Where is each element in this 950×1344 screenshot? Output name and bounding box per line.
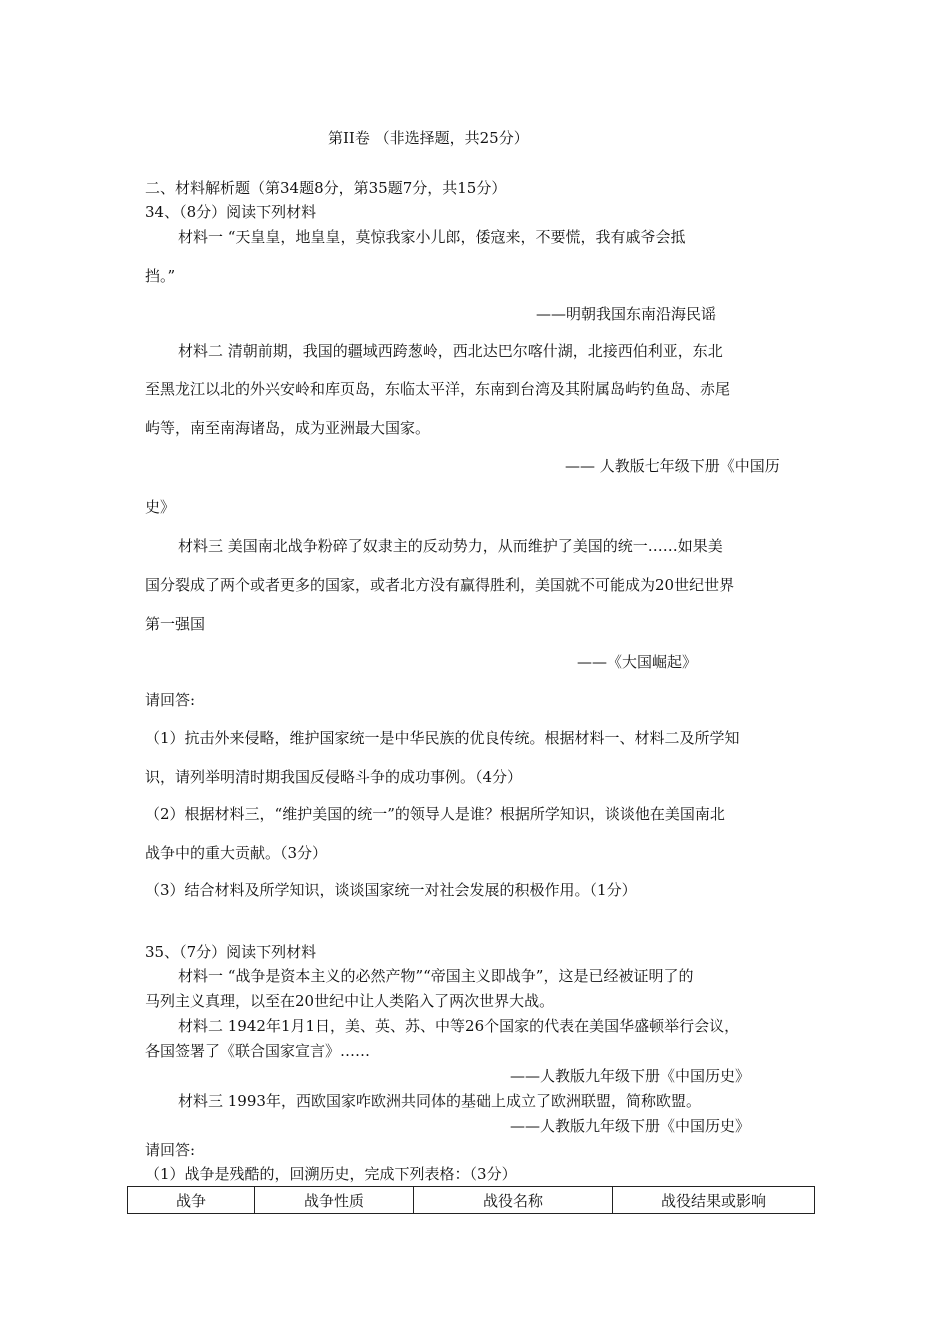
q35-material1-line1: 材料一 “战争是资本主义的必然产物”“帝国主义即战争”，这是已经被证明了的 — [178, 967, 694, 985]
q34-heading: 34、（8分）阅读下列材料 — [145, 203, 317, 221]
q35-material2-source: ——人教版九年级下册《中国历史》 — [510, 1067, 751, 1085]
q35-material3-line1: 材料三 1993年，西欧国家咋欧洲共同体的基础上成立了欧洲联盟，简称欧盟。 — [178, 1092, 701, 1110]
q34-material2-line1: 材料二 清朝前期，我国的疆域西跨葱岭，西北达巴尔喀什湖，北接西伯利亚，东北 — [178, 342, 723, 360]
q34-material3-line3: 第一强国 — [145, 615, 206, 633]
q34-material1-line1: 材料一 “天皇皇，地皇皇，莫惊我家小儿郎，倭寇来，不要慌，我有戚爷会抵 — [178, 228, 686, 246]
q35-heading: 35、（7分）阅读下列材料 — [145, 943, 317, 961]
q35-table-header-nature: 战争性质 — [255, 1187, 414, 1214]
q34-question1-line1: （1）抗击外来侵略，维护国家统一是中华民族的优良传统。根据材料一、材料二及所学知 — [145, 729, 740, 747]
q35-table-header-war: 战争 — [128, 1187, 255, 1214]
q35-table-header-result: 战役结果或影响 — [613, 1187, 815, 1214]
q35-table — [127, 1186, 815, 1214]
q34-material3-line1: 材料三 美国南北战争粉碎了奴隶主的反动势力，从而维护了美国的统一……如果美 — [178, 537, 723, 555]
q34-question2-line2: 战争中的重大贡献。（3分） — [145, 844, 328, 862]
q34-material2-line3: 屿等，南至南海诸岛，成为亚洲最大国家。 — [145, 419, 431, 437]
q34-material2-line2: 至黑龙江以北的外兴安岭和库页岛，东临太平洋，东南到台湾及其附属岛屿钓鱼岛、赤尾 — [145, 380, 731, 398]
q34-material3-line2: 国分裂成了两个或者更多的国家，或者北方没有赢得胜利，美国就不可能成为20世纪世界 — [145, 576, 735, 594]
q34-question1-line2: 识，请列举明清时期我国反侵略斗争的成功事例。（4分） — [145, 768, 523, 786]
q35-material3-source: ——人教版九年级下册《中国历史》 — [510, 1117, 751, 1135]
q34-ask: 请回答: — [145, 691, 196, 709]
section-heading: 二、材料解析题（第34题8分，第35题7分，共15分） — [145, 179, 507, 197]
q35-table-header-battle: 战役名称 — [414, 1187, 613, 1214]
q35-table-header-row — [128, 1187, 815, 1214]
q35-ask: 请回答: — [145, 1141, 196, 1159]
q34-material3-source: ——《大国崛起》 — [577, 653, 698, 671]
q34-question2-line1: （2）根据材料三，“维护美国的统一”的领导人是谁？根据所学知识，谈谈他在美国南北 — [145, 805, 725, 823]
q35-material1-line2: 马列主义真理，以至在20世纪中让人类陷入了两次世界大战。 — [145, 992, 555, 1010]
q35-material2-line2: 各国签署了《联合国家宣言》…… — [145, 1042, 371, 1060]
q34-material2-source: —— 人教版七年级下册《中国历 — [565, 457, 780, 475]
q34-material1-source: ——明朝我国东南沿海民谣 — [536, 305, 717, 323]
q34-question3: （3）结合材料及所学知识，谈谈国家统一对社会发展的积极作用。（1分） — [145, 881, 637, 899]
q35-question1: （1）战争是残酷的，回溯历史，完成下列表格：（3分） — [145, 1165, 517, 1183]
q35-material2-line1: 材料二 1942年1月1日，美、英、苏、中等26个国家的代表在美国华盛顿举行会议， — [178, 1017, 740, 1035]
page-title: 第II卷 （非选择题，共25分） — [328, 129, 529, 147]
q34-material1-line2: 挡。” — [145, 267, 176, 285]
q34-material2-source-cont: 史》 — [145, 498, 176, 516]
